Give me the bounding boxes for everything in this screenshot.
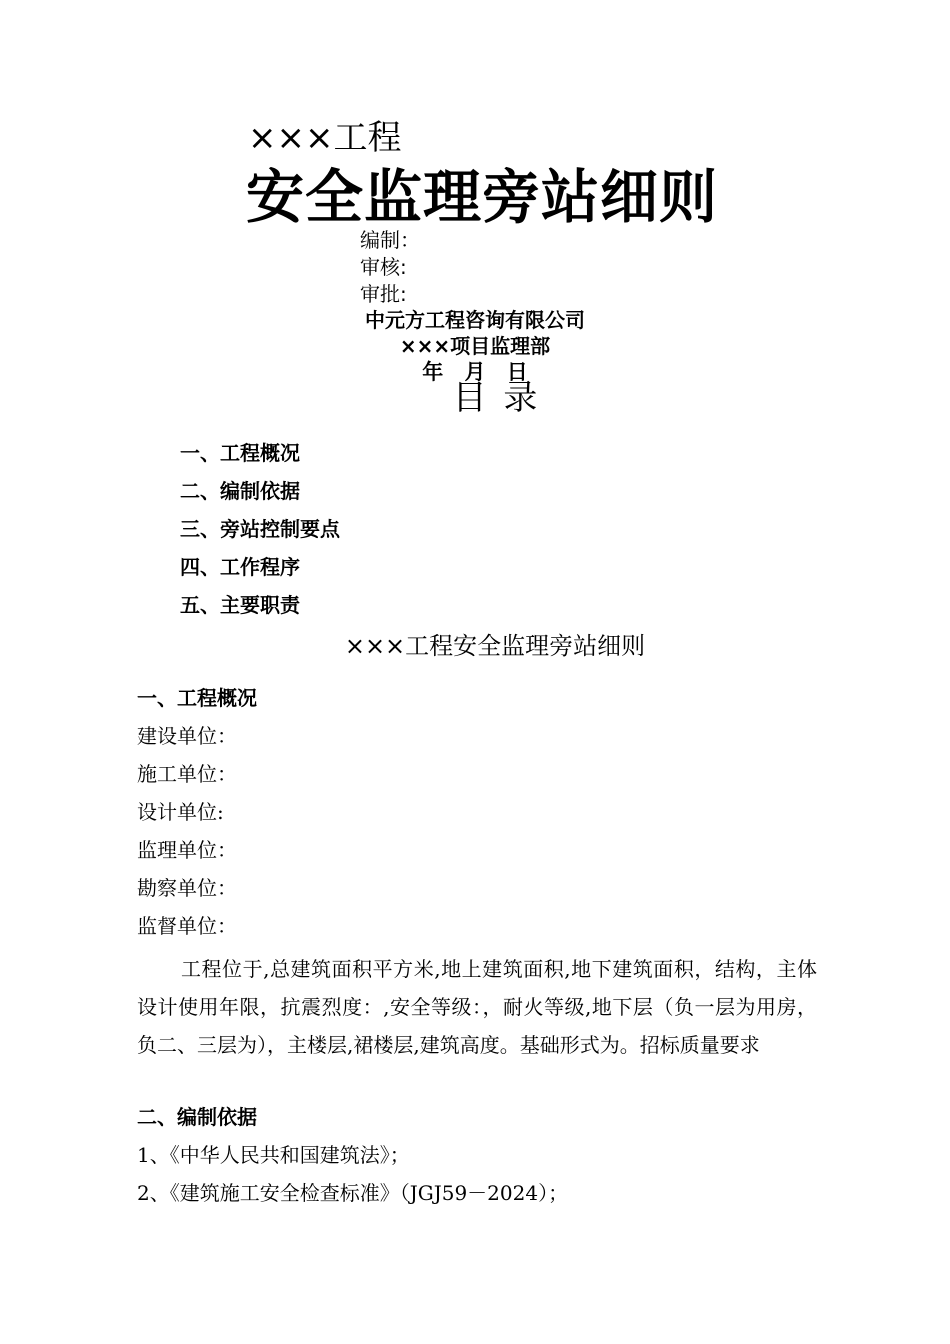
basis-list-item: 1、《中华人民共和国建筑法》； bbox=[137, 1143, 410, 1167]
survey-unit-label: 勘察单位： bbox=[137, 876, 237, 900]
supervision-unit-label: 监理单位： bbox=[137, 838, 237, 862]
construction-unit-label: 建设单位： bbox=[137, 724, 237, 748]
company-name: 中元方工程咨询有限公司 bbox=[365, 308, 585, 332]
date-line: 年 月 日 bbox=[422, 360, 528, 384]
body-title: ×××工程安全监理旁站细则 bbox=[344, 632, 646, 660]
basis-list-item: 2、《建筑施工安全检查标准》（JGJ59－2024）； bbox=[137, 1181, 569, 1205]
toc-item: 二、编制依据 bbox=[180, 479, 300, 503]
approved-by-label: 审批: bbox=[360, 282, 407, 306]
toc-item: 三、旁站控制要点 bbox=[180, 517, 340, 541]
design-unit-label: 设计单位: bbox=[137, 800, 224, 824]
toc-item: 四、工作程序 bbox=[180, 555, 300, 579]
project-name: ×××工程 bbox=[248, 118, 402, 158]
project-description-paragraph: 工程位于,总建筑面积平方米,地上建筑面积,地下建筑面积，结构，主体设计使用年限，抗震烈度：,安全等级：，耐火等级,地下层（负一层为用房，负二、三层为），主楼层,裙楼层,建筑高度。基础形式为。招标质量要求 bbox=[137, 957, 817, 1057]
prepared-by-label: 编制： bbox=[360, 228, 420, 252]
contractor-unit-label: 施工单位： bbox=[137, 762, 237, 786]
toc-item: 五、主要职责 bbox=[180, 593, 300, 617]
toc-item: 一、工程概况 bbox=[180, 441, 300, 465]
department-name: ×××项目监理部 bbox=[399, 334, 551, 358]
toc-title: 目 录 bbox=[452, 378, 538, 418]
section-heading-basis: 二、编制依据 bbox=[137, 1105, 257, 1129]
oversight-unit-label: 监督单位： bbox=[137, 914, 237, 938]
reviewed-by-label: 审核: bbox=[360, 255, 407, 279]
section-heading-overview: 一、工程概况 bbox=[137, 686, 257, 710]
document-title: 安全监理旁站细则 bbox=[246, 163, 719, 231]
